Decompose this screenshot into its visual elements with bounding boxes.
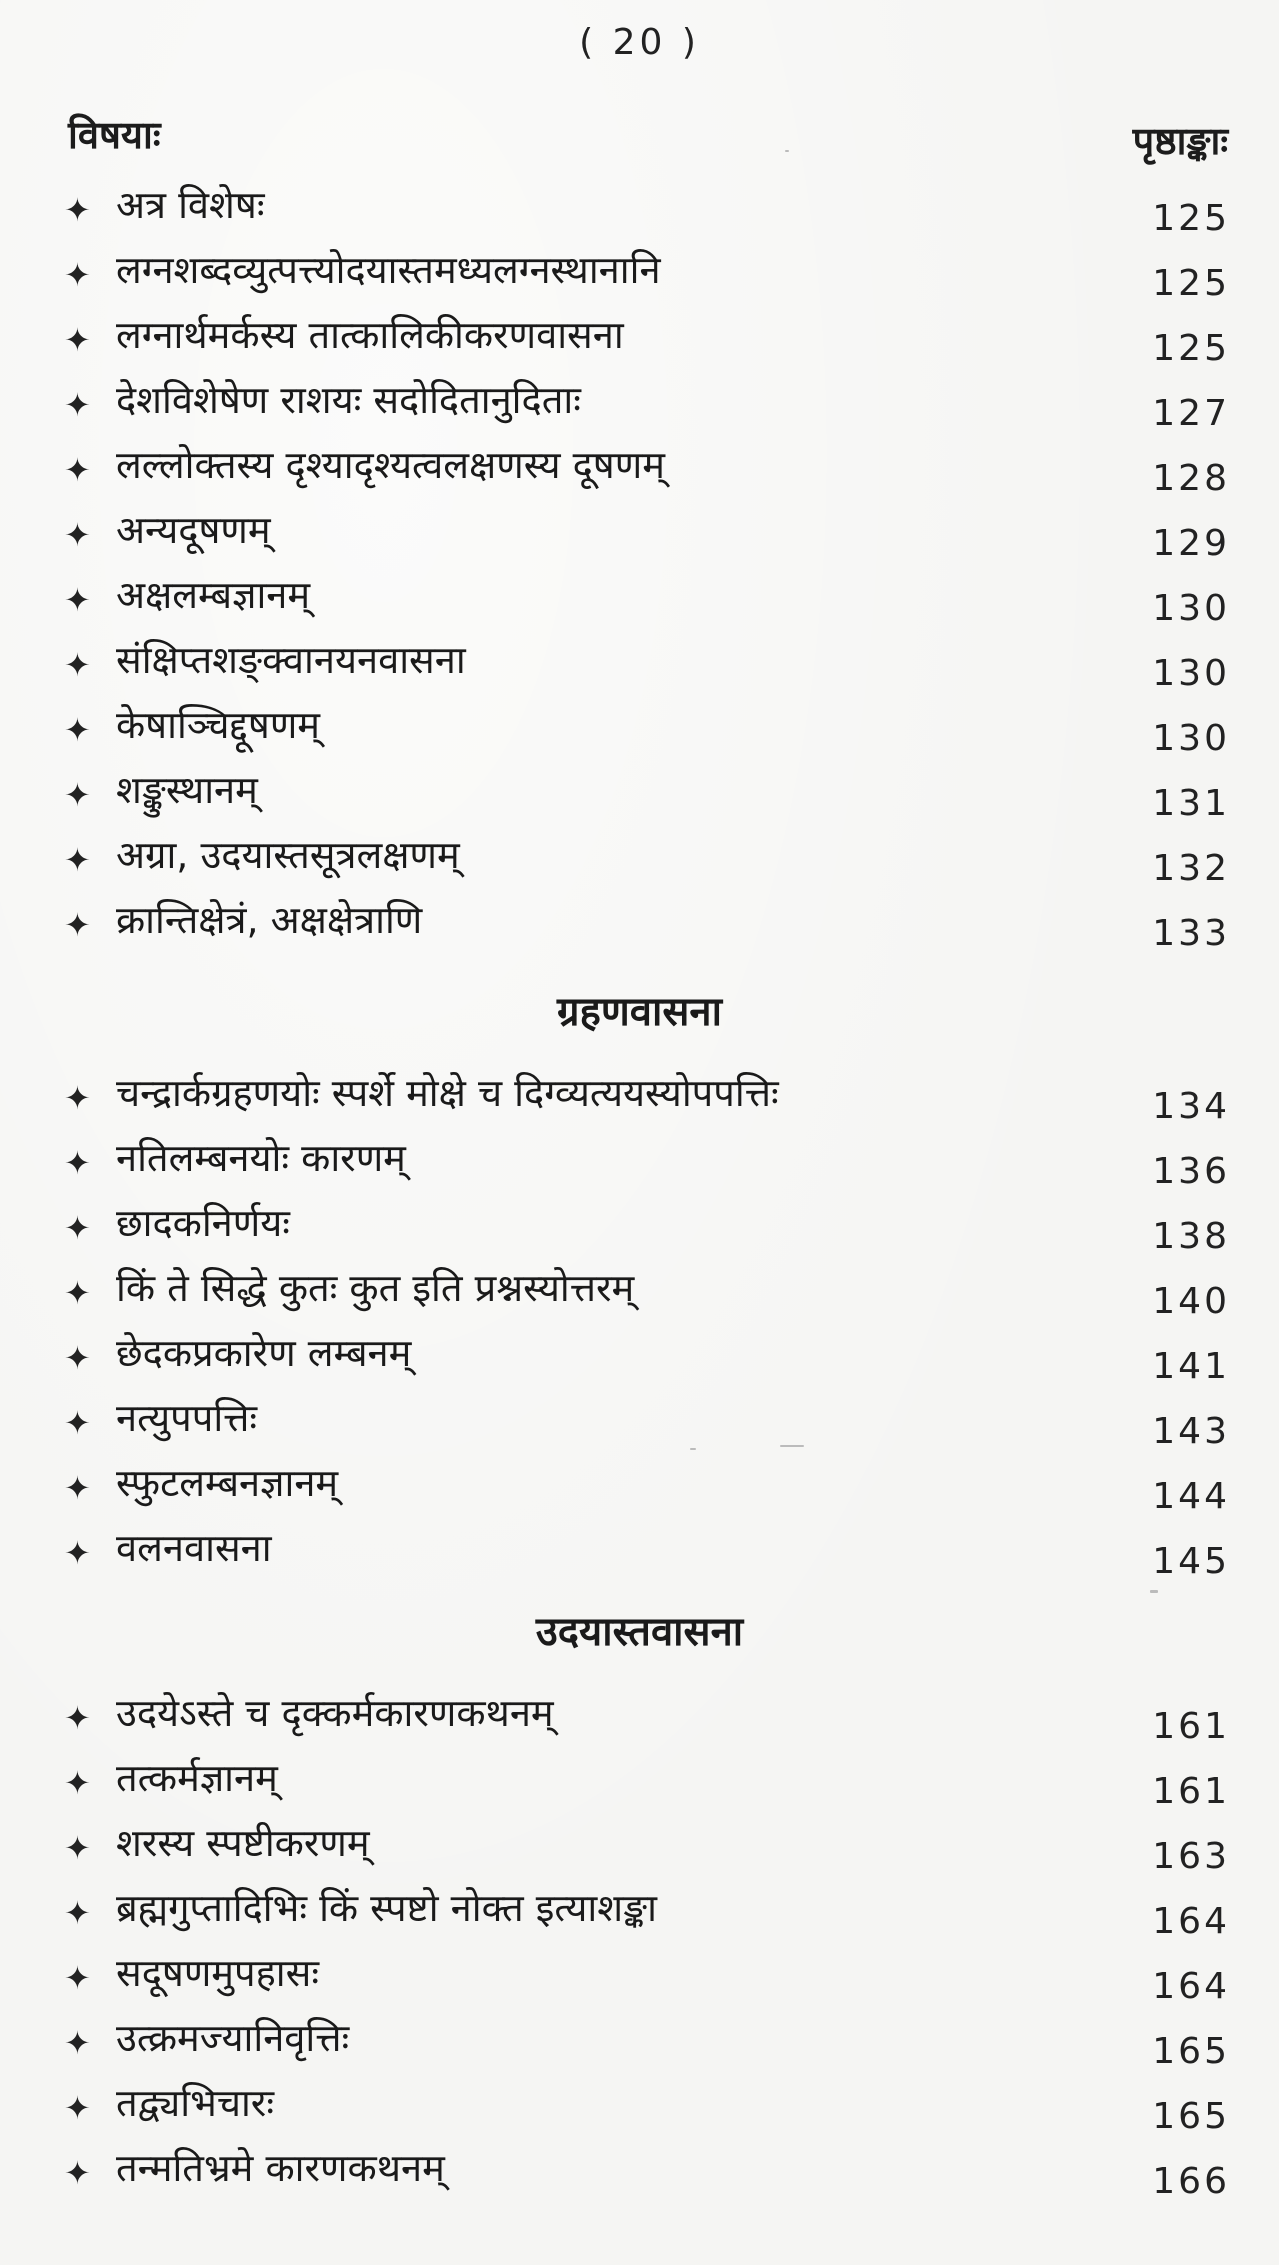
- scan-speck: [785, 150, 789, 152]
- entry-page-number: 130: [1152, 718, 1230, 759]
- bullet-star-icon: ✦: [64, 1079, 91, 1117]
- bullet-star-icon: ✦: [64, 1699, 91, 1737]
- entry-page-number: 164: [1152, 1966, 1230, 2007]
- entry-page-number: 125: [1152, 328, 1230, 369]
- entry-title: तद्व्यभिचारः: [116, 2081, 275, 2125]
- bullet-star-icon: ✦: [64, 451, 91, 489]
- bullet-star-icon: ✦: [64, 321, 91, 359]
- toc-section-udayasta: [60, 1690, 1230, 2210]
- bullet-star-icon: ✦: [64, 1829, 91, 1867]
- section-heading-udayasta: उदयास्तवासना: [535, 1609, 744, 1655]
- entry-title: संक्षिप्तशङ्क्वानयनवासना: [116, 638, 466, 682]
- toc-entry: [60, 507, 1230, 572]
- toc-section-general: [60, 182, 1230, 962]
- entry-title: अत्र विशेषः: [116, 183, 265, 227]
- entry-title: देशविशेषेण राशयः सदोदितानुदिताः: [116, 378, 581, 422]
- bullet-star-icon: ✦: [64, 1209, 91, 1247]
- entry-page-number: 131: [1152, 783, 1230, 824]
- bullet-star-icon: ✦: [64, 2154, 91, 2192]
- page-column-heading: पृष्ठाङ्काः: [1132, 119, 1228, 163]
- toc-entry: [60, 1265, 1230, 1330]
- bullet-star-icon: ✦: [64, 776, 91, 814]
- entry-page-number: 130: [1152, 653, 1230, 694]
- entry-page-number: 141: [1152, 1346, 1230, 1387]
- bullet-star-icon: ✦: [64, 906, 91, 944]
- entry-page-number: 164: [1152, 1901, 1230, 1942]
- section-heading-grahana: ग्रहणवासना: [557, 989, 722, 1035]
- toc-entry: [60, 247, 1230, 312]
- bullet-star-icon: ✦: [64, 1534, 91, 1572]
- bullet-star-icon: ✦: [64, 1959, 91, 1997]
- bullet-star-icon: ✦: [64, 581, 91, 619]
- entry-page-number: 163: [1152, 1836, 1230, 1877]
- bullet-star-icon: ✦: [64, 1894, 91, 1932]
- entry-page-number: 134: [1152, 1086, 1230, 1127]
- subjects-column-heading: विषयाः: [68, 113, 161, 157]
- entry-title: चन्द्रार्कग्रहणयोः स्पर्शे मोक्षे च दिग्व्यत्ययस्योपपत्तिः: [116, 1071, 779, 1115]
- toc-entry: [60, 1525, 1230, 1590]
- entry-title: स्फुटलम्बनज्ञानम्: [116, 1461, 339, 1505]
- toc-entry: [60, 2015, 1230, 2080]
- entry-title: वलनवासना: [116, 1526, 272, 1570]
- bullet-star-icon: ✦: [64, 1274, 91, 1312]
- toc-entry: [60, 1395, 1230, 1460]
- toc-entry: [60, 1950, 1230, 2015]
- entry-title: किं ते सिद्धे कुतः कुत इति प्रश्नस्योत्तरम्: [116, 1266, 635, 1310]
- entry-page-number: 125: [1152, 263, 1230, 304]
- entry-title: क्रान्तिक्षेत्रं, अक्षक्षेत्राणि: [116, 898, 423, 942]
- bullet-star-icon: ✦: [64, 1404, 91, 1442]
- toc-entry: [60, 182, 1230, 247]
- entry-title: लल्लोक्तस्य दृश्यादृश्यत्वलक्षणस्य दूषणम्: [116, 443, 665, 487]
- entry-page-number: 165: [1152, 2031, 1230, 2072]
- toc-entry: [60, 442, 1230, 507]
- bullet-star-icon: ✦: [64, 1144, 91, 1182]
- bullet-star-icon: ✦: [64, 646, 91, 684]
- bullet-star-icon: ✦: [64, 2089, 91, 2127]
- scan-speck: [690, 1448, 696, 1450]
- toc-entry: [60, 1135, 1230, 1200]
- toc-entry: [60, 1820, 1230, 1885]
- toc-entry: [60, 312, 1230, 377]
- entry-title: शरस्य स्पष्टीकरणम्: [116, 1821, 370, 1865]
- toc-entry: [60, 767, 1230, 832]
- bullet-star-icon: ✦: [64, 1764, 91, 1802]
- entry-title: अग्रा, उदयास्तसूत्रलक्षणम्: [116, 833, 460, 877]
- entry-page-number: 161: [1152, 1706, 1230, 1747]
- entry-page-number: 166: [1152, 2161, 1230, 2202]
- entry-title: नतिलम्बनयोः कारणम्: [116, 1136, 406, 1180]
- toc-entry: [60, 2080, 1230, 2145]
- entry-title: लग्नशब्दव्युत्पत्त्योदयास्तमध्यलग्नस्थानानि: [116, 248, 661, 292]
- entry-title: उत्क्रमज्यानिवृत्तिः: [116, 2016, 350, 2060]
- entry-title: ब्रह्मगुप्तादिभिः किं स्पष्टो नोक्त इत्याशङ्का: [116, 1886, 657, 1930]
- entry-page-number: 165: [1152, 2096, 1230, 2137]
- toc-entry: [60, 832, 1230, 897]
- toc-entry: [60, 702, 1230, 767]
- toc-header: [68, 108, 1228, 163]
- toc-entry: [60, 897, 1230, 962]
- scan-speck: [780, 1445, 804, 1447]
- entry-page-number: 140: [1152, 1281, 1230, 1322]
- toc-entry: [60, 572, 1230, 637]
- toc-entry: [60, 1885, 1230, 1950]
- entry-page-number: 136: [1152, 1151, 1230, 1192]
- page-number: ( 20 ): [579, 22, 700, 63]
- entry-page-number: 125: [1152, 198, 1230, 239]
- entry-page-number: 143: [1152, 1411, 1230, 1452]
- toc-entry: [60, 1755, 1230, 1820]
- toc-entry: [60, 2145, 1230, 2210]
- bullet-star-icon: ✦: [64, 711, 91, 749]
- entry-title: तन्मतिभ्रमे कारणकथनम्: [116, 2146, 445, 2190]
- entry-page-number: 130: [1152, 588, 1230, 629]
- toc-entry: [60, 1460, 1230, 1525]
- entry-page-number: 128: [1152, 458, 1230, 499]
- entry-page-number: 133: [1152, 913, 1230, 954]
- toc-section-grahana: [60, 1070, 1230, 1590]
- entry-title: शङ्कुस्थानम्: [116, 768, 258, 812]
- entry-title: अन्यदूषणम्: [116, 508, 271, 552]
- entry-page-number: 145: [1152, 1541, 1230, 1582]
- toc-entry: [60, 1690, 1230, 1755]
- entry-title: लग्नार्थमर्कस्य तात्कालिकीकरणवासना: [116, 313, 624, 357]
- entry-title: उदयेऽस्ते च दृक्कर्मकारणकथनम्: [116, 1691, 554, 1735]
- scan-speck: [1150, 1590, 1158, 1593]
- entry-page-number: 132: [1152, 848, 1230, 889]
- toc-entry: [60, 377, 1230, 442]
- entry-title: छेदकप्रकारेण लम्बनम्: [116, 1331, 412, 1375]
- bullet-star-icon: ✦: [64, 516, 91, 554]
- bullet-star-icon: ✦: [64, 2024, 91, 2062]
- entry-page-number: 127: [1152, 393, 1230, 434]
- bullet-star-icon: ✦: [64, 191, 91, 229]
- toc-entry: [60, 1200, 1230, 1265]
- bullet-star-icon: ✦: [64, 841, 91, 879]
- entry-title: सदूषणमुपहासः: [116, 1951, 319, 1995]
- bullet-star-icon: ✦: [64, 256, 91, 294]
- entry-title: अक्षलम्बज्ञानम्: [116, 573, 311, 617]
- entry-title: तत्कर्मज्ञानम्: [116, 1756, 278, 1800]
- entry-title: केषाञ्चिद्दूषणम्: [116, 703, 321, 747]
- entry-page-number: 144: [1152, 1476, 1230, 1517]
- entry-page-number: 161: [1152, 1771, 1230, 1812]
- entry-page-number: 138: [1152, 1216, 1230, 1257]
- entry-title: नत्युपपत्तिः: [116, 1396, 258, 1440]
- bullet-star-icon: ✦: [64, 1469, 91, 1507]
- bullet-star-icon: ✦: [64, 1339, 91, 1377]
- toc-entry: [60, 1330, 1230, 1395]
- entry-page-number: 129: [1152, 523, 1230, 564]
- toc-entry: [60, 1070, 1230, 1135]
- toc-entry: [60, 637, 1230, 702]
- entry-title: छादकनिर्णयः: [116, 1201, 290, 1245]
- bullet-star-icon: ✦: [64, 386, 91, 424]
